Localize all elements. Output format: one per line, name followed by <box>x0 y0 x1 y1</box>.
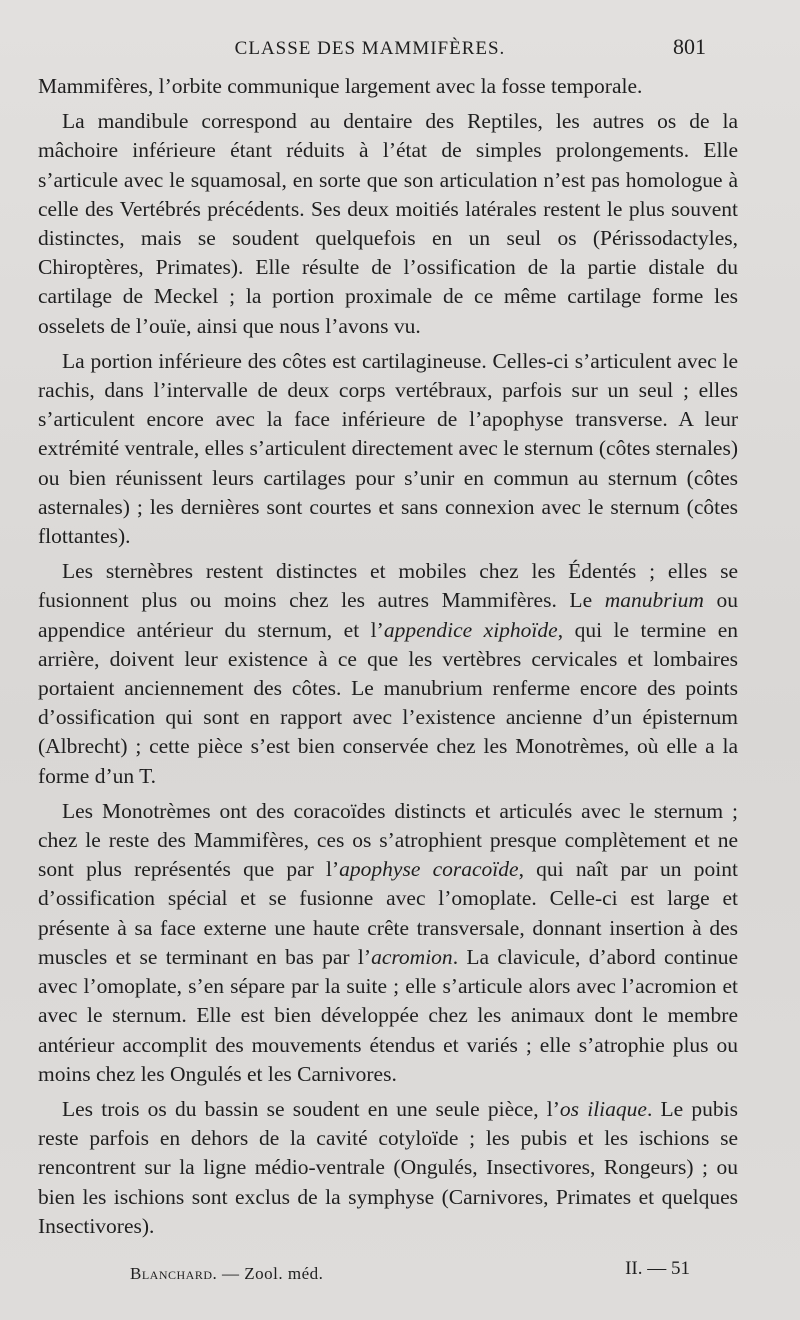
text-run: La portion inférieure des côtes est cartilagineuse. Celles-ci s’articulent avec le rachis, dans l’intervalle de deux corps vertébraux, parfois sur un seul ; elles s’articulent encore avec la face inférieure de l’apophyse transverse. A leur extrémité ventrale, elles s’articulent directement avec le sternum (côtes sternales) ou bien réunissent leurs cartilages pour s’unir en commun au sternum (côtes asternales) ; les dernières sont courtes et sans connexion avec le sternum (côtes flottantes). <box>38 348 738 549</box>
term-appendice-xiphoide: appendice xiphoïde <box>383 617 558 642</box>
paragraph-mandibule <box>38 107 738 341</box>
running-head <box>30 34 710 72</box>
footer-author: Blanchard. <box>130 1264 218 1283</box>
chapter-title: CLASSE DES MAMMIFÈRES. <box>234 38 506 59</box>
page-number: 801 <box>673 34 706 59</box>
term-os-iliaque: os iliaque <box>559 1096 647 1121</box>
paragraph-continuation <box>38 72 738 101</box>
text-run: Les trois os du bassin se soudent en une seule pièce, l’ <box>62 1096 560 1121</box>
text-run: . Le pubis reste parfois en dehors de la cavité cotyloïde ; les pubis et les ischions se rencontrent sur la ligne médio-ventrale (Ongulés, Insectivores, Rongeurs) ; ou bien les ischions sont exclus de la symphyse (Carnivores, Primates et quelques Insectivores). <box>38 1096 738 1238</box>
body-text <box>38 72 738 1247</box>
paragraph-sternebres <box>38 557 738 791</box>
footer-work: — Zool. méd. <box>217 1264 324 1283</box>
text-run: Mammifères, l’orbite communique largement avec la fosse temporale. <box>38 74 643 98</box>
text-run: , qui le termine en arrière, doivent leur existence à ce que les vertèbres cervicales et lombaires portaient anciennement des côtes. Le manubrium renferme encore des points d’ossification qui sont en rapport avec l’existence ancienne d’un épisternum (Albrecht) ; cette pièce s’est bien conservée chez les Monotrèmes, où elle a la forme d’un T. <box>38 617 739 788</box>
text-run: La mandibule correspond au dentaire des Reptiles, les autres os de la mâchoire inférieure étant réduits à l’état de simples prolongements. Elle s’articule avec le squamosal, en sorte que son articulation n’est pas homologue à celle des Vertébrés précédents. Ses deux moitiés latérales restent le plus souvent distinctes, mais se soudent quelquefois en un seul os (Périssodactyles, Chiroptères, Primates). Elle résulte de l’ossification de la partie distale du cartilage de Meckel ; la portion proximale de ce même cartilage forme les osselets de l’ouïe, ainsi que nous l’avons vu. <box>38 109 738 338</box>
signature-mark: II. — 51 <box>625 1258 690 1279</box>
text-run: . La clavicule, d’abord continue avec l’omoplate, s’en sépare par la suite ; elle s’articule alors avec l’acromion et avec le sternum. Elle est bien développée chez les animaux dont le membre antérieur accomplit des mouvements étendus et variés ; elle s’atrophie plus ou moins chez les Ongulés et les Carnivores. <box>38 944 738 1086</box>
text-run: ou appendice antérieur du sternum, et l’ <box>38 588 739 642</box>
term-manubrium: manubrium <box>604 588 704 613</box>
term-acromion: acromion <box>371 944 453 969</box>
paragraph-bassin <box>38 1095 738 1241</box>
text-run: , qui naît par un point d’ossification spécial et se fusionne avec l’omoplate. Celle-ci est large et présente à sa face externe une haute crête transversale, donnant insertion à des muscles et se terminant en bas par l’ <box>38 857 738 969</box>
paragraph-coracoides <box>38 797 738 1089</box>
paragraph-cotes <box>38 347 738 551</box>
text-run: Les Monotrèmes ont des coracoïdes distincts et articulés avec le sternum ; chez le reste des Mammifères, ces os s’atrophient presque complètement et ne sont plus représentés que par l’ <box>38 798 738 882</box>
page-footer <box>130 1258 690 1288</box>
text-run: Les sternèbres restent distinctes et mobiles chez les Édentés ; elles se fusionnent plus ou moins chez les autres Mammifères. Le <box>38 559 738 613</box>
footer-citation <box>130 1264 323 1284</box>
term-apophyse-coracoide: apophyse coracoïde <box>339 857 519 882</box>
